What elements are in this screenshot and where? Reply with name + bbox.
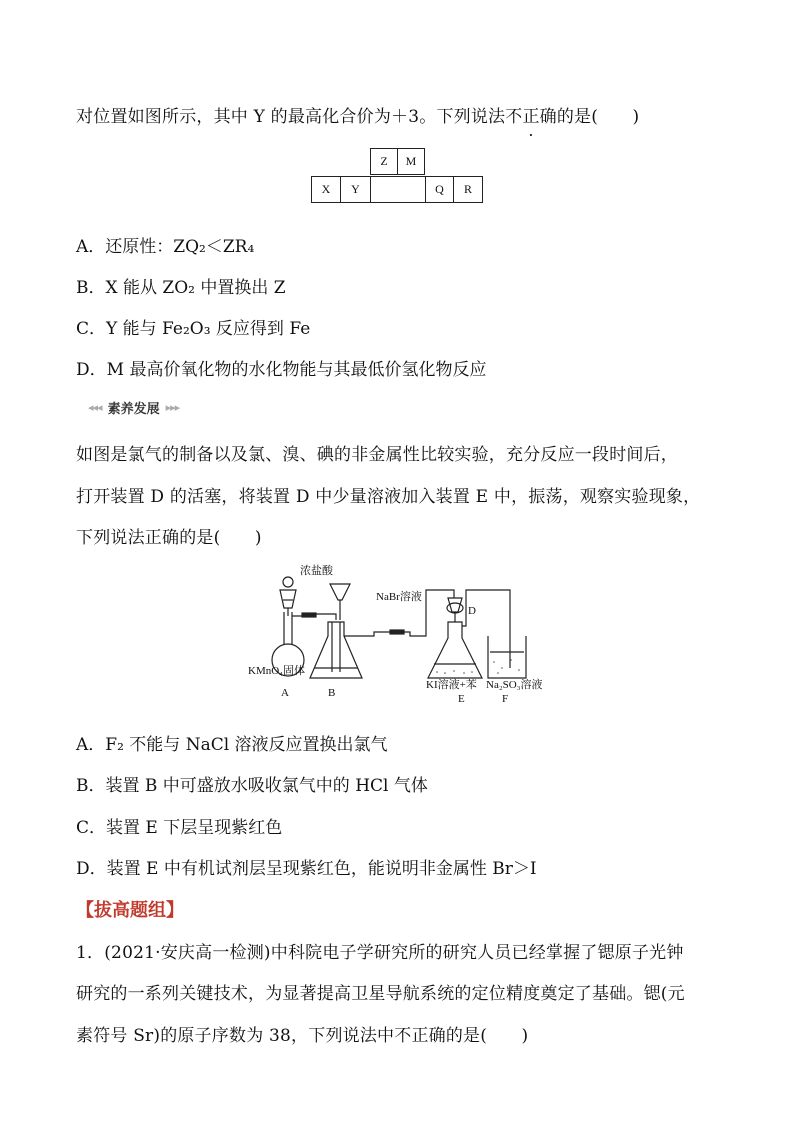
q1-option-a: A．还原性：ZQ₂＜ZR₄ <box>76 237 255 257</box>
intro-text-b: 的是( ) <box>556 107 640 127</box>
label-e: E <box>458 693 465 705</box>
right-chevrons-icon: ▸▸▸ <box>165 401 180 414</box>
q2-option-d: D．装置 E 中有机试剂层呈现紫红色，能说明非金属性 Br＞I <box>76 859 537 879</box>
cell-x: X <box>311 176 341 203</box>
label-conc-hcl: 浓盐酸 <box>300 565 333 577</box>
label-a: A <box>281 687 289 699</box>
q1-option-c: C．Y 能与 Fe₂O₃ 反应得到 Fe <box>76 319 311 339</box>
flask-e-icon <box>428 622 482 678</box>
q3-line3: 素符号 Sr)的原子序数为 38，下列说法中不正确的是( ) <box>76 1026 529 1046</box>
label-f: F <box>502 693 509 705</box>
question-intro <box>76 102 639 127</box>
section-banner <box>88 398 179 417</box>
q2-option-a: A．F₂ 不能与 NaCl 溶液反应置换出氯气 <box>76 735 388 755</box>
q3-line2: 研究的一系列关键技术，为显著提高卫星导航系统的定位精度奠定了基础。锶(元 <box>76 984 685 1004</box>
label-b: B <box>328 687 336 699</box>
cell-empty <box>370 176 426 203</box>
label-ki: KI溶液+苯 <box>426 679 477 691</box>
q1-option-d: D．M 最高价氧化物的水化物能与其最低价氢化物反应 <box>76 360 487 380</box>
cell-m: M <box>397 148 425 175</box>
apparatus-diagram <box>240 560 560 710</box>
left-chevrons-icon: ◂◂◂ <box>88 401 102 414</box>
cell-y: Y <box>340 176 371 203</box>
intro-text-a: 对位置如图所示，其中 Y 的最高化合价为＋3。下列说法 <box>76 107 506 127</box>
q3-line1: 1．(2021·安庆高一检测)中科院电子学研究所的研究人员已经掌握了锶原子光钟 <box>76 943 684 963</box>
cell-r: R <box>453 176 483 203</box>
q2-option-c: C．装置 E 下层呈现紫红色 <box>76 818 283 838</box>
q2-stem-line1: 如图是氯气的制备以及氯、溴、碘的非金属性比较实验，充分反应一段时间后， <box>76 445 678 465</box>
label-kmno4: KMnO₄固体 <box>248 665 306 677</box>
funnel-a-icon <box>280 590 296 608</box>
q2-option-b: B．装置 B 中可盛放水吸收氯气中的 HCl 气体 <box>76 776 428 796</box>
label-na2so3: Na₂SO₃溶液 <box>486 679 543 691</box>
banner-label: 素养发展 <box>107 402 160 417</box>
q2-stem-line2: 打开装置 D 的活塞，将装置 D 中少量溶液加入装置 E 中，振荡，观察实验现象， <box>76 487 701 507</box>
label-nabr: NaBr溶液 <box>376 591 422 603</box>
cell-q: Q <box>425 176 454 203</box>
funnel-d-icon <box>448 598 462 612</box>
section-title: 【拔高题组】 <box>76 900 184 921</box>
q1-option-b: B．X 能从 ZO₂ 中置换出 Z <box>76 278 286 298</box>
emphasis-text: 不正确 <box>505 107 557 127</box>
label-d: D <box>468 605 476 617</box>
cell-z: Z <box>370 148 398 175</box>
q2-stem-line3: 下列说法正确的是( ) <box>76 528 262 548</box>
beaker-f-icon <box>488 636 526 678</box>
flask-b-icon <box>310 622 362 678</box>
